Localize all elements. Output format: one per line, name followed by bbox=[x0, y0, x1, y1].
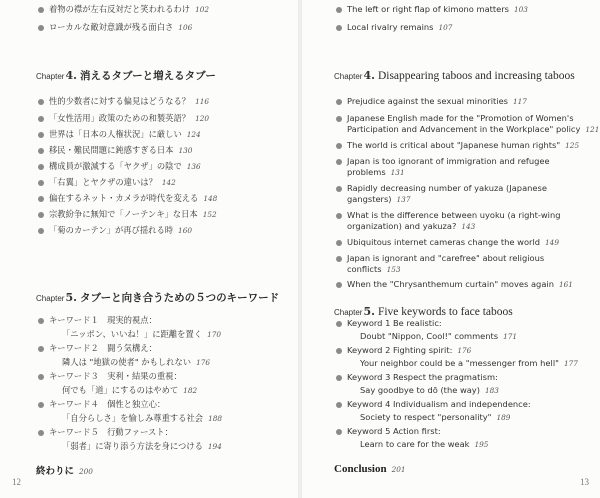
bullet-icon bbox=[38, 116, 44, 122]
bullet-icon bbox=[336, 429, 342, 435]
bullet-icon bbox=[38, 402, 44, 408]
bullet-icon bbox=[336, 186, 342, 192]
bullet-icon bbox=[336, 321, 342, 327]
list-item-subline: Your neighbor could be a "messenger from hell" 177 bbox=[360, 358, 578, 368]
bullet-icon bbox=[38, 99, 44, 105]
bullet-icon bbox=[38, 374, 44, 380]
list-item-subline: 「ニッポン、いいね！」に距離を置く 170 bbox=[62, 329, 221, 339]
list-item-subline: Doubt "Nippon, Cool!" comments 171 bbox=[360, 331, 518, 341]
list-item-subline: Say goodbye to dō (the way) 183 bbox=[360, 385, 499, 395]
bullet-icon bbox=[336, 143, 342, 149]
right-page: The left or right flap of kimono matters 103 Local rivalry remains 107 Chapter4. Disappearing taboos and increasing taboos Prejudice against the sexual minorities 117 Japanese English made for the "Promotion of Women's Participation and Advancement in the Workplace" policy 121 The world is critical about "Japanese human rights" 125 Japan is too ignorant of immigration and refugee problems 131 Rapidly decreasing number of yakuza (Japanese gangsters) 137 What is the difference between uyoku (a right-wing organization) and yakuza? 143 Ubiquitous internet cameras change the world 149 Japan is ignorant and "carefree" about religious conflicts 153 When the "Chrysanthemum curtain" moves again 161 Chapter5. Five keywords to face taboos Keyword 1 Be realistic: Doubt "Nippon, Cool!" comments 171 Keyword 2 Fighting spirit: 176 Your neighbor could be a "messenger from hell" 177 Keyword 3 Respect the pragmatism: Say goodbye to dō (the way) 183 Keyword 4 Individualism and independence: Society to respect "personality" 189 Keyword 5 Action first: Learn to care for the weak 195 Conclusion 201 13 bbox=[302, 0, 600, 498]
bullet-icon bbox=[38, 212, 44, 218]
bullet-icon bbox=[336, 159, 342, 165]
bullet-icon bbox=[38, 180, 44, 186]
page-number: 13 bbox=[580, 477, 589, 487]
bullet-icon bbox=[336, 99, 342, 105]
list-item-continuation: organization) and yakuza? 143 bbox=[347, 221, 476, 231]
bullet-icon bbox=[336, 116, 342, 122]
list-item-subline: Learn to care for the weak 195 bbox=[360, 439, 489, 449]
chapter-heading: Chapter5. Five keywords to face taboos bbox=[334, 305, 513, 318]
chapter-heading: Chapter5. タブーと向き合うための５つのキーワード bbox=[36, 291, 280, 304]
bullet-icon bbox=[336, 282, 342, 288]
list-item-subline: 隣人は "地獄の使者" かもしれない 176 bbox=[62, 357, 211, 367]
bullet-icon bbox=[336, 240, 342, 246]
list-item-continuation: conflicts 153 bbox=[347, 264, 401, 274]
bullet-icon bbox=[38, 318, 44, 324]
bullet-icon bbox=[38, 25, 44, 31]
bullet-icon bbox=[336, 348, 342, 354]
bullet-icon bbox=[336, 25, 342, 31]
bullet-icon bbox=[38, 148, 44, 154]
list-item-subline: Society to respect "personality" 189 bbox=[360, 412, 511, 422]
left-page: 着物の襟が左右反対だと笑われるわけ 102 ローカルな敵対意識が残る面白さ 106 Chapter4. 消えるタブーと増えるタブー 性的少数者に対する偏見はどうなる？ 116 「女性活用」政策のための和製英語？ 120 世界は「日本の人権状況」に厳しい 124 移民・難民問題に鈍感すぎる日本 130 構成員が激減する「ヤクザ」の陰で 136 「右翼」とヤクザの違いは？ 142 偏在するネット・カメラが時代を変える 148 宗教紛争に無知で「ノーテンキ」な日本 152 「菊のカーテン」が再び揺れる時 160 Chapter5. タブーと向き合うための５つのキーワード キーワード１ 現実的視点： 「ニッポン、いいね！」に距離を置く 170 キーワード２ 闘う気構え： 隣人は "地獄の使者" かもしれない 176 キーワード３ 実利・結果の重視： 何でも「道」にするのはやめて 182 キーワード４ 個性と独立心： 「自分らしさ」を愉しみ尊重する社会 188 キーワード５ 行動ファースト： 「弱者」に寄り添う方法を身につける 194 終わりに 200 12 bbox=[0, 0, 298, 498]
bullet-icon bbox=[336, 375, 342, 381]
chapter-heading: Chapter4. Disappearing taboos and increasing taboos bbox=[334, 69, 575, 82]
bullet-icon bbox=[336, 213, 342, 219]
bullet-icon bbox=[38, 164, 44, 170]
bullet-icon bbox=[336, 256, 342, 262]
bullet-icon bbox=[336, 402, 342, 408]
list-item-subline: 「弱者」に寄り添う方法を身につける 194 bbox=[62, 441, 222, 451]
page-number: 12 bbox=[12, 477, 21, 487]
bullet-icon bbox=[38, 196, 44, 202]
list-item-continuation: gangsters) 137 bbox=[347, 194, 411, 204]
bullet-icon bbox=[38, 7, 44, 13]
bullet-icon bbox=[38, 132, 44, 138]
bullet-icon bbox=[38, 430, 44, 436]
chapter-heading: Chapter4. 消えるタブーと増えるタブー bbox=[36, 69, 216, 82]
bullet-icon bbox=[38, 228, 44, 234]
conclusion-entry: 終わりに 200 bbox=[36, 466, 93, 477]
bullet-icon bbox=[336, 7, 342, 13]
list-item-subline: 何でも「道」にするのはやめて 182 bbox=[62, 385, 198, 395]
list-item-continuation: Participation and Advancement in the Workplace" policy 121 bbox=[347, 124, 600, 134]
list-item-continuation: problems 131 bbox=[347, 167, 405, 177]
list-item-subline: 「自分らしさ」を愉しみ尊重する社会 188 bbox=[62, 413, 222, 423]
bullet-icon bbox=[38, 346, 44, 352]
conclusion-entry: Conclusion 201 bbox=[334, 463, 406, 475]
